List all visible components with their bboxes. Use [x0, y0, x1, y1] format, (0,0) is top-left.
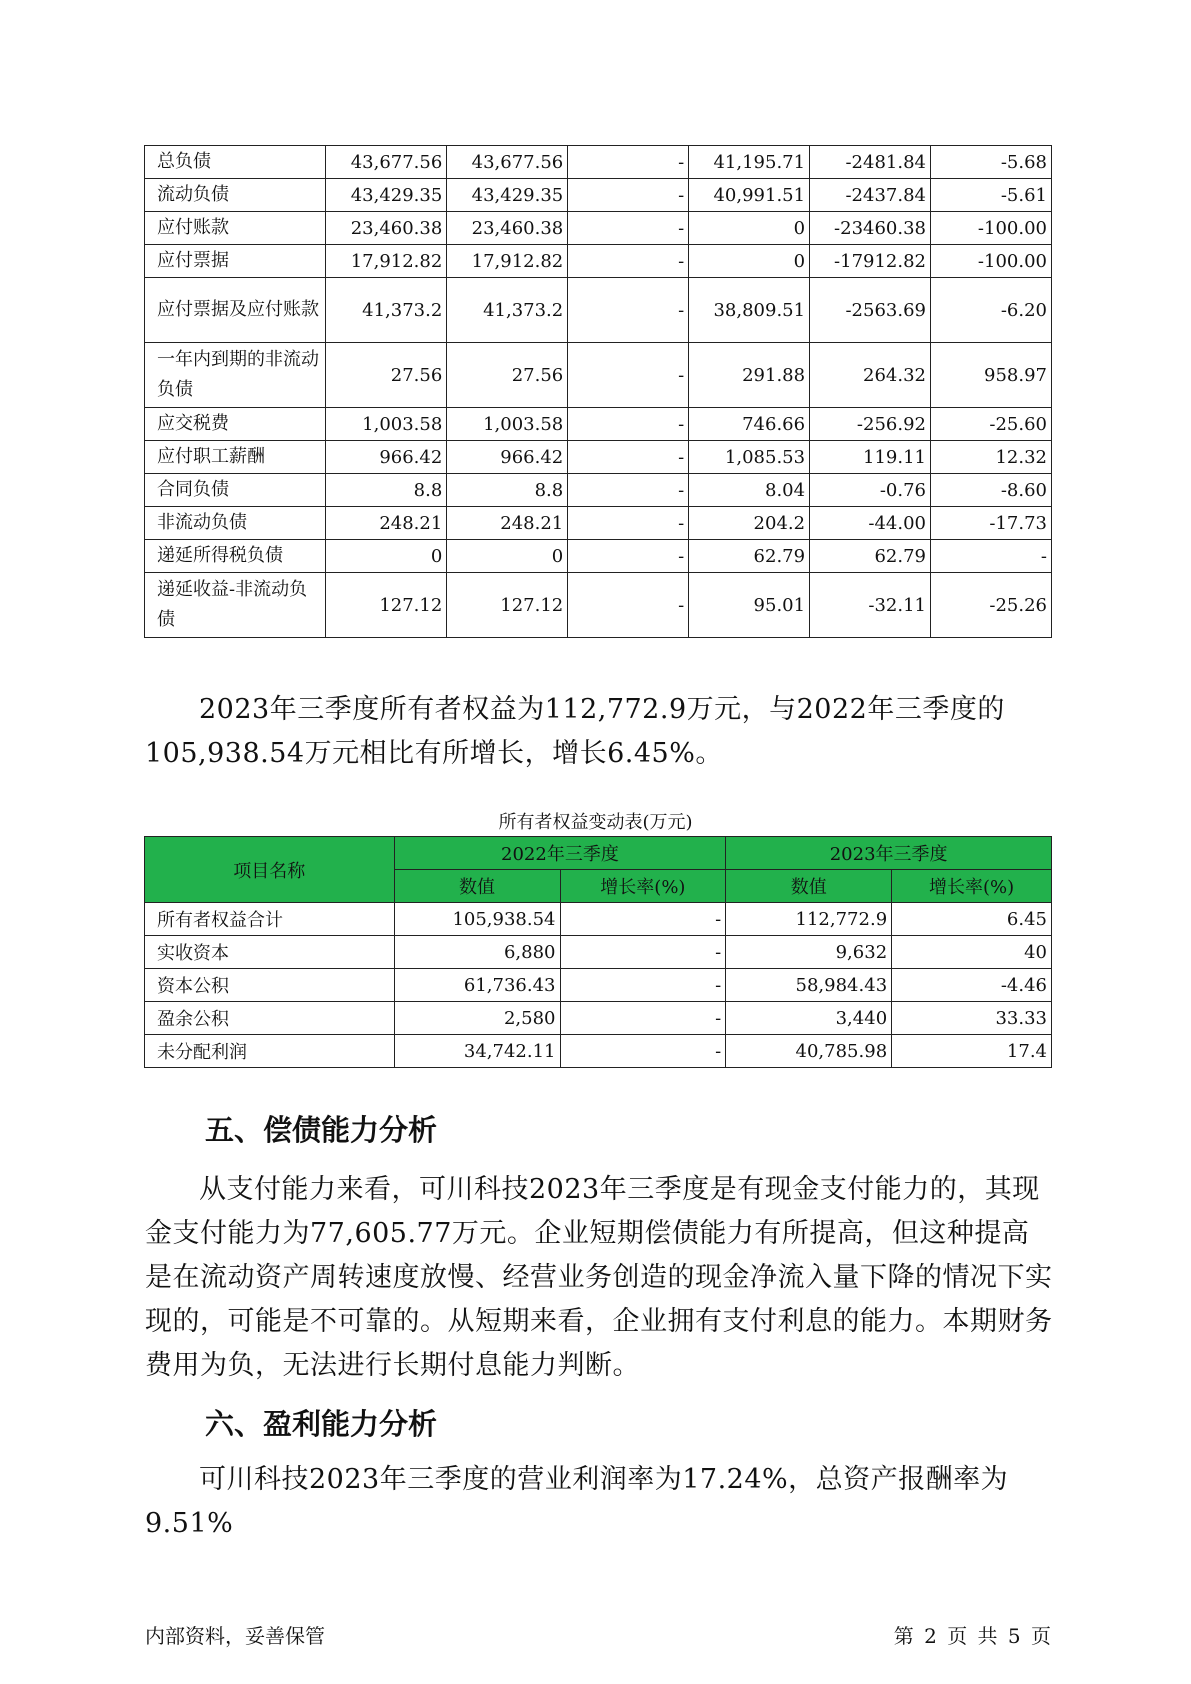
table-cell: -	[560, 1002, 726, 1035]
solvency-paragraph: 从支付能力来看，可川科技2023年三季度是有现金支付能力的，其现金支付能力为77,605.77万元。企业短期偿债能力有所提高，但这种提高是在流动资产周转速度放慢、经营业务创造的现金净流入量下降的情况下实现的，可能是不可靠的。从短期来看，企业拥有支付利息的能力。本期财务费用为负，无法进行长期付息能力判断。	[145, 1174, 1053, 1381]
table-cell: -	[560, 1035, 726, 1068]
table-cell: 0	[689, 245, 810, 278]
table-cell: 9,632	[726, 936, 892, 969]
table-cell: 291.88	[689, 343, 810, 408]
table-cell: -25.60	[931, 408, 1052, 441]
row-label: 盈余公积	[145, 1002, 395, 1035]
table-cell: -25.26	[931, 573, 1052, 638]
table-cell: -	[568, 573, 689, 638]
table-cell: 127.12	[447, 573, 568, 638]
table-row	[145, 278, 1052, 343]
table-cell: 8.04	[689, 474, 810, 507]
table-cell: -2437.84	[810, 179, 931, 212]
table-cell: 1,085.53	[689, 441, 810, 474]
table-cell: 43,429.35	[447, 179, 568, 212]
profitability-paragraph: 可川科技2023年三季度的营业利润率为17.24%，总资产报酬率为9.51%	[145, 1464, 1009, 1539]
table-cell: 12.32	[931, 441, 1052, 474]
table-cell: 0	[326, 540, 447, 573]
equity-table-caption: 所有者权益变动表(万元)	[498, 812, 693, 833]
row-label: 递延所得税负债	[145, 540, 326, 573]
subheader-growth-2022: 增长率(%)	[560, 870, 726, 903]
table-cell: -	[568, 212, 689, 245]
table-cell: -	[568, 278, 689, 343]
row-label: 应付职工薪酬	[145, 441, 326, 474]
table-cell: 23,460.38	[447, 212, 568, 245]
table-cell: -2563.69	[810, 278, 931, 343]
table-row	[145, 343, 1052, 408]
table-row	[145, 573, 1052, 638]
table-cell: -	[568, 474, 689, 507]
table-cell: 3,440	[726, 1002, 892, 1035]
table-cell: -6.20	[931, 278, 1052, 343]
table-cell: -4.46	[892, 969, 1052, 1002]
table-cell: -	[568, 146, 689, 179]
table-cell: 27.56	[326, 343, 447, 408]
equity-table	[144, 836, 1052, 1068]
table-cell: 34,742.11	[394, 1035, 560, 1068]
table-cell: -8.60	[931, 474, 1052, 507]
row-label: 一年内到期的非流动负债	[145, 343, 326, 408]
footer-page-number: 第 2 页 共 5 页	[893, 1624, 1051, 1648]
table-cell: -256.92	[810, 408, 931, 441]
liabilities-table	[144, 145, 1052, 638]
table-cell: 40,991.51	[689, 179, 810, 212]
table-cell: 17.4	[892, 1035, 1052, 1068]
table-cell: 958.97	[931, 343, 1052, 408]
table-cell: -	[560, 903, 726, 936]
table-cell: 119.11	[810, 441, 931, 474]
table-cell: 966.42	[447, 441, 568, 474]
table-cell: -	[568, 343, 689, 408]
table-row	[145, 179, 1052, 212]
table-row	[145, 540, 1052, 573]
table-cell: 38,809.51	[689, 278, 810, 343]
table-cell: 17,912.82	[447, 245, 568, 278]
table-cell: 0	[447, 540, 568, 573]
table-cell: -0.76	[810, 474, 931, 507]
header-2022: 2022年三季度	[394, 837, 726, 870]
table-cell: 41,373.2	[447, 278, 568, 343]
header-2023: 2023年三季度	[726, 837, 1052, 870]
table-cell: -23460.38	[810, 212, 931, 245]
table-cell: 6.45	[892, 903, 1052, 936]
table-cell: -	[568, 245, 689, 278]
table-cell: 746.66	[689, 408, 810, 441]
table-cell: -	[568, 179, 689, 212]
table-cell: 27.56	[447, 343, 568, 408]
table-row	[145, 936, 1052, 969]
table-cell: -5.68	[931, 146, 1052, 179]
table-cell: 264.32	[810, 343, 931, 408]
table-row	[145, 245, 1052, 278]
row-label: 资本公积	[145, 969, 395, 1002]
table-cell: 43,677.56	[447, 146, 568, 179]
row-label: 应付账款	[145, 212, 326, 245]
table-cell: 8.8	[447, 474, 568, 507]
subheader-value-2023: 数值	[726, 870, 892, 903]
table-cell: -100.00	[931, 212, 1052, 245]
table-cell: -	[931, 540, 1052, 573]
subheader-growth-2023: 增长率(%)	[892, 870, 1052, 903]
row-label: 实收资本	[145, 936, 395, 969]
table-cell: 41,373.2	[326, 278, 447, 343]
table-cell: -	[568, 540, 689, 573]
table-cell: -2481.84	[810, 146, 931, 179]
table-cell: 43,429.35	[326, 179, 447, 212]
row-label: 应付票据及应付账款	[145, 278, 326, 343]
footer-confidential-note: 内部资料，妥善保管	[145, 1624, 325, 1648]
table-cell: -17.73	[931, 507, 1052, 540]
table-cell: 2,580	[394, 1002, 560, 1035]
table-cell: -32.11	[810, 573, 931, 638]
table-row	[145, 474, 1052, 507]
table-row	[145, 441, 1052, 474]
table-row	[145, 1002, 1052, 1035]
row-label: 所有者权益合计	[145, 903, 395, 936]
table-row	[145, 212, 1052, 245]
row-label: 合同负债	[145, 474, 326, 507]
table-cell: 58,984.43	[726, 969, 892, 1002]
table-cell: -100.00	[931, 245, 1052, 278]
table-cell: 95.01	[689, 573, 810, 638]
table-cell: -5.61	[931, 179, 1052, 212]
table-cell: 248.21	[326, 507, 447, 540]
table-cell: 62.79	[689, 540, 810, 573]
row-label: 流动负债	[145, 179, 326, 212]
table-cell: 23,460.38	[326, 212, 447, 245]
row-label: 非流动负债	[145, 507, 326, 540]
table-cell: 127.12	[326, 573, 447, 638]
table-cell: 248.21	[447, 507, 568, 540]
table-row	[145, 969, 1052, 1002]
table-cell: 1,003.58	[326, 408, 447, 441]
table-cell: 204.2	[689, 507, 810, 540]
table-cell: 43,677.56	[326, 146, 447, 179]
table-cell: 40,785.98	[726, 1035, 892, 1068]
row-label: 总负债	[145, 146, 326, 179]
table-cell: -	[568, 507, 689, 540]
table-cell: 17,912.82	[326, 245, 447, 278]
table-cell: 966.42	[326, 441, 447, 474]
row-label: 应交税费	[145, 408, 326, 441]
table-cell: 112,772.9	[726, 903, 892, 936]
table-row	[145, 507, 1052, 540]
table-cell: 105,938.54	[394, 903, 560, 936]
table-cell: 8.8	[326, 474, 447, 507]
table-row	[145, 146, 1052, 179]
table-cell: 1,003.58	[447, 408, 568, 441]
table-cell: -	[560, 969, 726, 1002]
section-heading-profitability: 六、盈利能力分析	[205, 1407, 438, 1441]
table-cell: 40	[892, 936, 1052, 969]
section-heading-solvency: 五、偿债能力分析	[205, 1113, 438, 1147]
table-cell: -17912.82	[810, 245, 931, 278]
table-cell: -	[560, 936, 726, 969]
table-row	[145, 903, 1052, 936]
header-item-name: 项目名称	[145, 837, 395, 903]
equity-summary-paragraph: 2023年三季度所有者权益为112,772.9万元，与2022年三季度的105,938.54万元相比有所增长，增长6.45%。	[145, 694, 1005, 769]
row-label: 应付票据	[145, 245, 326, 278]
table-cell: 61,736.43	[394, 969, 560, 1002]
row-label: 递延收益-非流动负债	[145, 573, 326, 638]
table-cell: 0	[689, 212, 810, 245]
table-cell: -44.00	[810, 507, 931, 540]
table-cell: -	[568, 441, 689, 474]
table-row	[145, 408, 1052, 441]
table-cell: 62.79	[810, 540, 931, 573]
row-label: 未分配利润	[145, 1035, 395, 1068]
table-cell: 33.33	[892, 1002, 1052, 1035]
subheader-value-2022: 数值	[394, 870, 560, 903]
table-row	[145, 1035, 1052, 1068]
table-cell: 41,195.71	[689, 146, 810, 179]
table-cell: -	[568, 408, 689, 441]
table-cell: 6,880	[394, 936, 560, 969]
